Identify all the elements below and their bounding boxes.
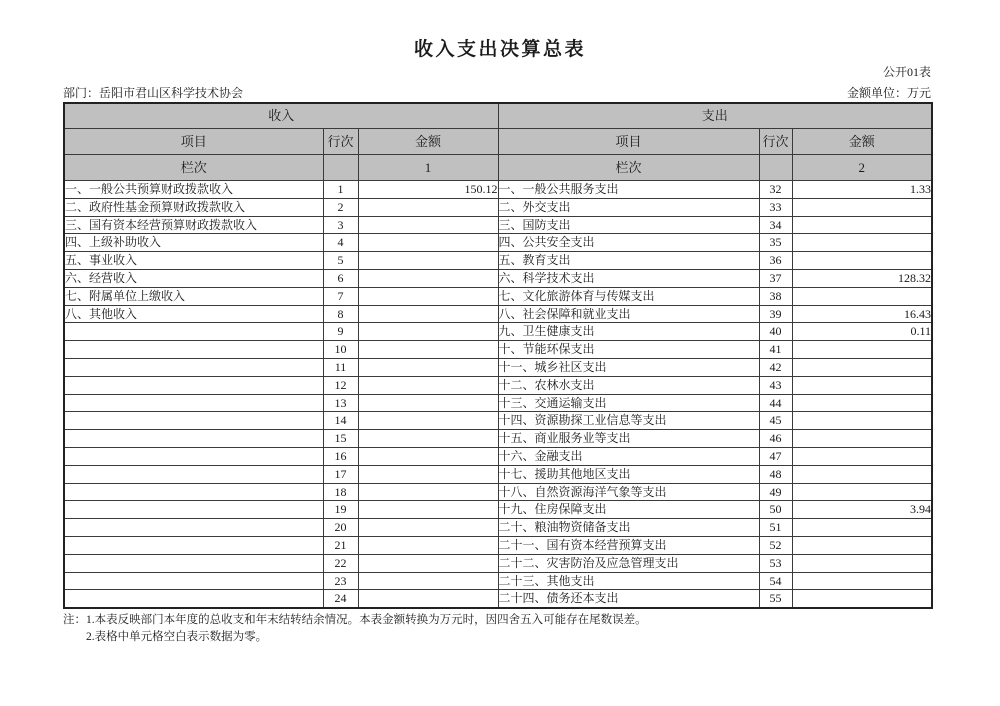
expense-item-cell: 二、外交支出	[498, 198, 759, 216]
table-row	[64, 305, 932, 323]
income-amount-cell	[358, 501, 498, 519]
income-item-cell: 一、一般公共预算财政拨款收入	[64, 181, 323, 199]
income-item-cell: 二、政府性基金预算财政拨款收入	[64, 198, 323, 216]
income-amount-cell	[358, 323, 498, 341]
expense-col-line: 行次	[759, 129, 792, 155]
income-line-cell: 23	[323, 572, 358, 590]
expense-amount-cell	[792, 341, 932, 359]
section-header-row	[64, 103, 932, 129]
expense-section-header: 支出	[498, 103, 932, 129]
expense-amount-cell: 3.94	[792, 501, 932, 519]
table-row	[64, 536, 932, 554]
expense-line-cell: 35	[759, 234, 792, 252]
expense-item-cell: 八、社会保障和就业支出	[498, 305, 759, 323]
income-amount-cell	[358, 412, 498, 430]
expense-line-cell: 37	[759, 269, 792, 287]
table-row	[64, 341, 932, 359]
expense-line-cell: 47	[759, 447, 792, 465]
table-row	[64, 501, 932, 519]
income-line-cell: 21	[323, 536, 358, 554]
expense-item-cell: 九、卫生健康支出	[498, 323, 759, 341]
expense-amount-cell	[792, 358, 932, 376]
income-amount-cell	[358, 269, 498, 287]
expense-amount-cell	[792, 198, 932, 216]
income-amount-cell	[358, 536, 498, 554]
income-item-cell	[64, 412, 323, 430]
income-line-cell: 8	[323, 305, 358, 323]
income-line-cell: 24	[323, 590, 358, 608]
expense-item-cell: 一、一般公共服务支出	[498, 181, 759, 199]
expense-line-cell: 51	[759, 519, 792, 537]
income-item-cell	[64, 572, 323, 590]
table-row	[64, 483, 932, 501]
expense-amount-cell	[792, 572, 932, 590]
income-amount-cell	[358, 216, 498, 234]
income-item-cell	[64, 376, 323, 394]
table-row	[64, 519, 932, 537]
budget-table	[63, 102, 933, 609]
column-header-row	[64, 129, 932, 155]
income-line-cell: 9	[323, 323, 358, 341]
income-amount-cell	[358, 483, 498, 501]
expense-item-cell: 三、国防支出	[498, 216, 759, 234]
expense-item-cell: 五、教育支出	[498, 252, 759, 270]
income-amount-cell	[358, 430, 498, 448]
table-row	[64, 572, 932, 590]
expense-line-cell: 38	[759, 287, 792, 305]
income-line-cell: 17	[323, 465, 358, 483]
expense-line-cell: 42	[759, 358, 792, 376]
expense-amount-cell	[792, 465, 932, 483]
income-line-cell: 10	[323, 341, 358, 359]
notes	[63, 612, 943, 645]
expense-amount-cell	[792, 519, 932, 537]
income-line-cell: 15	[323, 430, 358, 448]
lanci-row	[64, 155, 932, 181]
expense-line-cell: 54	[759, 572, 792, 590]
income-line-cell: 18	[323, 483, 358, 501]
table-row	[64, 252, 932, 270]
income-item-cell	[64, 465, 323, 483]
table-row	[64, 198, 932, 216]
expense-line-cell: 33	[759, 198, 792, 216]
income-line-cell: 19	[323, 501, 358, 519]
expense-item-cell: 十九、住房保障支出	[498, 501, 759, 519]
income-item-cell	[64, 341, 323, 359]
expense-item-cell: 二十二、灾害防治及应急管理支出	[498, 554, 759, 572]
expense-col-item: 项目	[498, 129, 759, 155]
income-lanci-line-blank	[323, 155, 358, 181]
income-item-cell	[64, 483, 323, 501]
income-item-cell	[64, 430, 323, 448]
expense-item-cell: 十八、自然资源海洋气象等支出	[498, 483, 759, 501]
table-row	[64, 234, 932, 252]
expense-line-cell: 52	[759, 536, 792, 554]
expense-item-cell: 十三、交通运输支出	[498, 394, 759, 412]
income-item-cell: 八、其他收入	[64, 305, 323, 323]
expense-amount-cell	[792, 590, 932, 608]
expense-item-cell: 二十一、国有资本经营预算支出	[498, 536, 759, 554]
income-section-header: 收入	[64, 103, 498, 129]
table-row	[64, 376, 932, 394]
income-amount-cell	[358, 376, 498, 394]
income-amount-cell	[358, 394, 498, 412]
income-lanci-label: 栏次	[64, 155, 323, 181]
expense-item-cell: 十二、农林水支出	[498, 376, 759, 394]
note-line-1: 注：1.本表反映部门本年度的总收支和年末结转结余情况。本表金额转换为万元时，因四舍五入可能存在尾数误差。	[63, 614, 647, 626]
income-item-cell	[64, 519, 323, 537]
table-row	[64, 269, 932, 287]
income-item-cell: 七、附属单位上缴收入	[64, 287, 323, 305]
expense-amount-cell	[792, 430, 932, 448]
table-row	[64, 590, 932, 608]
expense-line-cell: 41	[759, 341, 792, 359]
income-line-cell: 14	[323, 412, 358, 430]
expense-line-cell: 55	[759, 590, 792, 608]
expense-amount-cell	[792, 252, 932, 270]
table-row	[64, 216, 932, 234]
income-line-cell: 1	[323, 181, 358, 199]
expense-line-cell: 46	[759, 430, 792, 448]
expense-amount-cell: 1.33	[792, 181, 932, 199]
expense-item-cell: 二十四、债务还本支出	[498, 590, 759, 608]
income-line-cell: 22	[323, 554, 358, 572]
expense-amount-cell: 16.43	[792, 305, 932, 323]
income-line-cell: 11	[323, 358, 358, 376]
department-label: 部门：岳阳市君山区科学技术协会	[63, 86, 244, 100]
income-item-cell: 六、经营收入	[64, 269, 323, 287]
expense-amount-cell	[792, 536, 932, 554]
income-line-cell: 16	[323, 447, 358, 465]
expense-line-cell: 32	[759, 181, 792, 199]
expense-line-cell: 39	[759, 305, 792, 323]
expense-item-cell: 二十、粮油物资储备支出	[498, 519, 759, 537]
page-title: 收入支出决算总表	[413, 39, 586, 60]
income-amount-cell	[358, 341, 498, 359]
income-line-cell: 6	[323, 269, 358, 287]
expense-col-amount: 金额	[792, 129, 932, 155]
expense-item-cell: 十五、商业服务业等支出	[498, 430, 759, 448]
income-amount-cell	[358, 358, 498, 376]
expense-lanci-line-blank	[759, 155, 792, 181]
income-item-cell	[64, 358, 323, 376]
expense-amount-cell	[792, 447, 932, 465]
expense-item-cell: 十六、金融支出	[498, 447, 759, 465]
income-amount-cell	[358, 590, 498, 608]
income-line-cell: 2	[323, 198, 358, 216]
income-item-cell: 三、国有资本经营预算财政拨款收入	[64, 216, 323, 234]
income-line-cell: 5	[323, 252, 358, 270]
income-amount-cell	[358, 465, 498, 483]
expense-line-cell: 45	[759, 412, 792, 430]
expense-amount-cell	[792, 376, 932, 394]
income-item-cell	[64, 501, 323, 519]
table-code-label: 公开01表	[882, 65, 931, 79]
note-line-2: 2.表格中单元格空白表示数据为零。	[86, 630, 268, 643]
income-item-cell	[64, 323, 323, 341]
expense-item-cell: 四、公共安全支出	[498, 234, 759, 252]
income-amount-cell	[358, 252, 498, 270]
unit-label: 金额单位：万元	[846, 86, 931, 100]
expense-amount-cell	[792, 394, 932, 412]
table-row	[64, 358, 932, 376]
income-amount-cell	[358, 572, 498, 590]
income-amount-cell	[358, 519, 498, 537]
table-row	[64, 287, 932, 305]
expense-item-cell: 十一、城乡社区支出	[498, 358, 759, 376]
income-item-cell	[64, 447, 323, 465]
expense-line-cell: 40	[759, 323, 792, 341]
income-line-cell: 13	[323, 394, 358, 412]
income-item-cell	[64, 394, 323, 412]
expense-item-cell: 十四、资源勘探工业信息等支出	[498, 412, 759, 430]
income-item-cell	[64, 536, 323, 554]
expense-amount-cell	[792, 483, 932, 501]
income-col-item: 项目	[64, 129, 323, 155]
income-item-cell: 四、上级补助收入	[64, 234, 323, 252]
expense-amount-cell	[792, 412, 932, 430]
income-amount-cell	[358, 447, 498, 465]
income-amount-cell	[358, 305, 498, 323]
income-amount-cell	[358, 234, 498, 252]
income-line-cell: 4	[323, 234, 358, 252]
income-line-cell: 7	[323, 287, 358, 305]
expense-item-cell: 七、文化旅游体育与传媒支出	[498, 287, 759, 305]
income-amount-cell	[358, 287, 498, 305]
table-row	[64, 181, 932, 199]
expense-line-cell: 48	[759, 465, 792, 483]
meta-row	[63, 84, 931, 101]
expense-amount-cell	[792, 554, 932, 572]
income-amount-cell	[358, 198, 498, 216]
income-amount-cell	[358, 554, 498, 572]
table-row	[64, 394, 932, 412]
income-amount-cell: 150.12	[358, 181, 498, 199]
table-body	[64, 181, 932, 608]
expense-amount-cell	[792, 234, 932, 252]
income-item-cell: 五、事业收入	[64, 252, 323, 270]
expense-amount-cell: 128.32	[792, 269, 932, 287]
table-row	[64, 465, 932, 483]
table-row	[64, 554, 932, 572]
income-line-cell: 3	[323, 216, 358, 234]
income-line-cell: 20	[323, 519, 358, 537]
expense-line-cell: 43	[759, 376, 792, 394]
expense-item-cell: 十七、援助其他地区支出	[498, 465, 759, 483]
expense-item-cell: 六、科学技术支出	[498, 269, 759, 287]
income-item-cell	[64, 554, 323, 572]
expense-amount-cell: 0.11	[792, 323, 932, 341]
income-item-cell	[64, 590, 323, 608]
expense-line-cell: 34	[759, 216, 792, 234]
expense-line-cell: 49	[759, 483, 792, 501]
income-line-cell: 12	[323, 376, 358, 394]
income-col-line: 行次	[323, 129, 358, 155]
income-lanci-value: 1	[358, 155, 498, 181]
expense-lanci-value: 2	[792, 155, 932, 181]
expense-item-cell: 二十三、其他支出	[498, 572, 759, 590]
expense-item-cell: 十、节能环保支出	[498, 341, 759, 359]
income-col-amount: 金额	[358, 129, 498, 155]
expense-line-cell: 53	[759, 554, 792, 572]
table-row	[64, 323, 932, 341]
expense-amount-cell	[792, 216, 932, 234]
table-row	[64, 412, 932, 430]
expense-line-cell: 44	[759, 394, 792, 412]
expense-amount-cell	[792, 287, 932, 305]
table-row	[64, 447, 932, 465]
expense-line-cell: 50	[759, 501, 792, 519]
table-row	[64, 430, 932, 448]
expense-lanci-label: 栏次	[498, 155, 759, 181]
expense-line-cell: 36	[759, 252, 792, 270]
